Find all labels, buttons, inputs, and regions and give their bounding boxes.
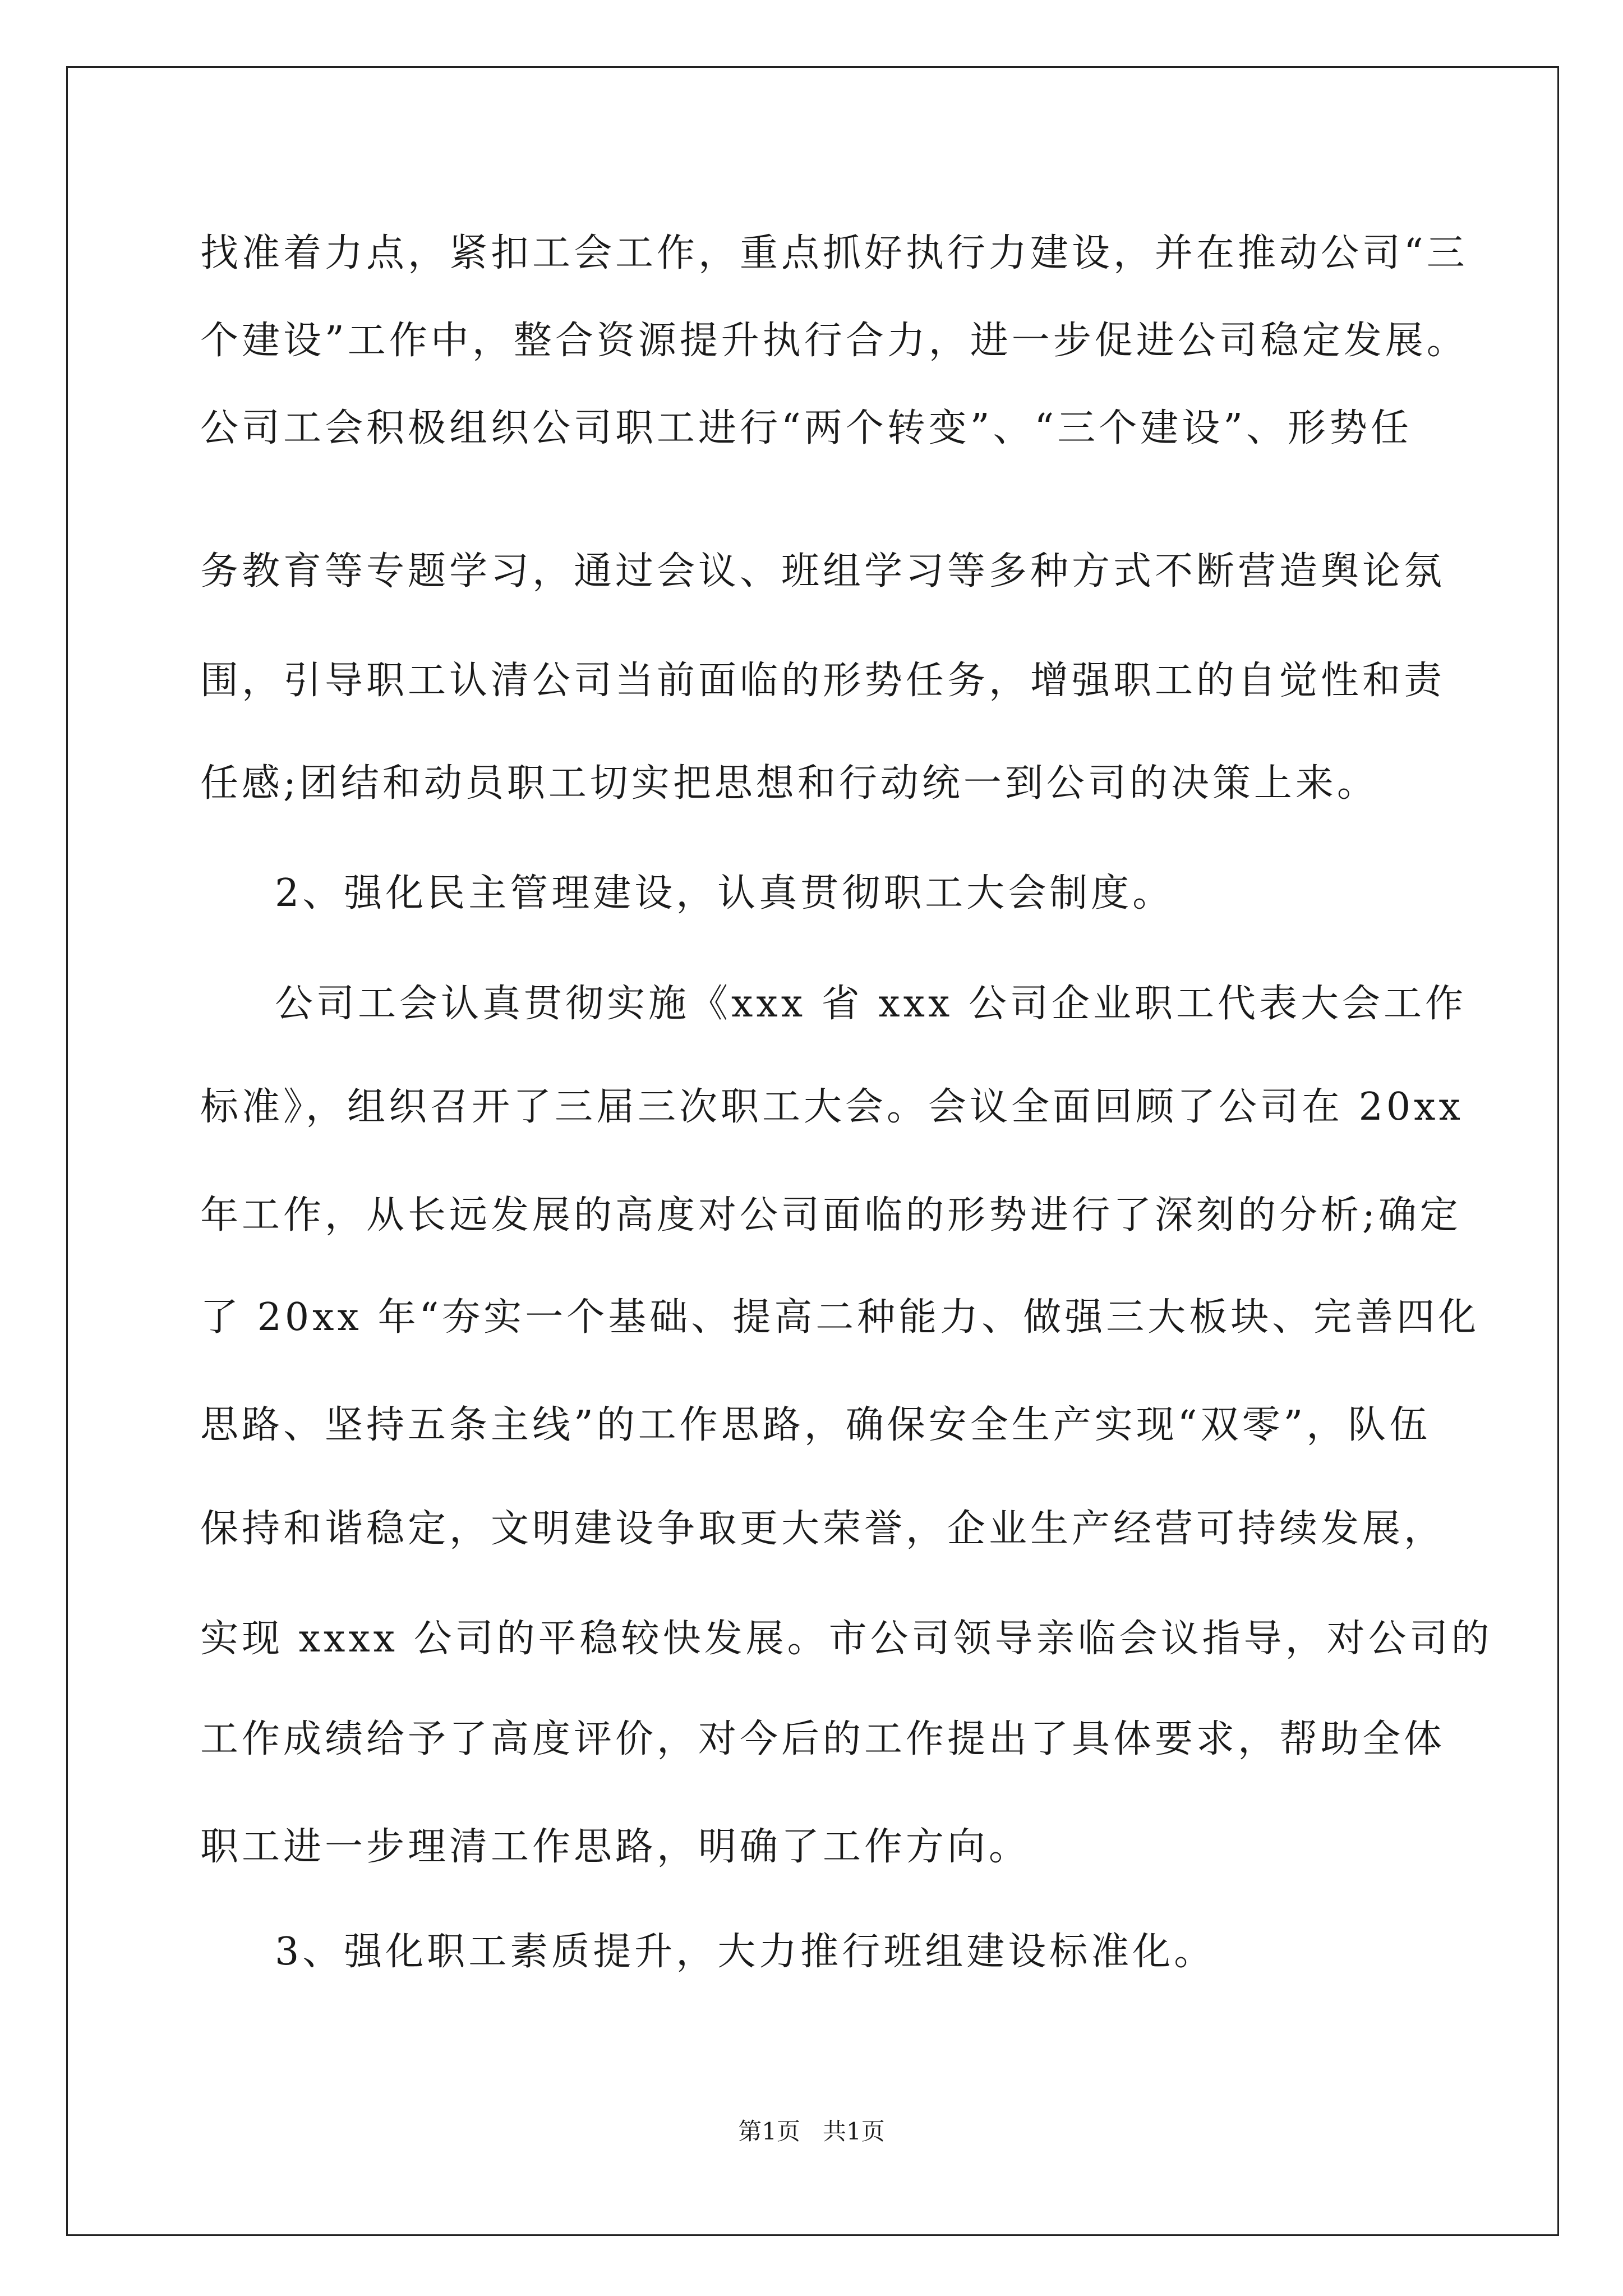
page-number-footer: 第1页 共1页: [738, 2118, 885, 2145]
body-text-line: 职工进一步理清工作思路，明确了工作方向。: [200, 1825, 1031, 1869]
body-text-line: 年工作，从长远发展的高度对公司面临的形势进行了深刻的分析;确定: [200, 1193, 1461, 1237]
body-text-line: 思路、坚持五条主线”的工作思路，确保安全生产实现“双零”，队伍: [200, 1403, 1431, 1447]
body-text-line: 工作成绩给予了高度评价，对今后的工作提出了具体要求，帮助全体: [200, 1717, 1446, 1761]
body-text-line: 围，引导职工认清公司当前面临的形势任务，增强职工的自觉性和责: [200, 659, 1446, 703]
body-text-line: 公司工会认真贯彻实施《xxx 省 xxx 公司企业职工代表大会工作: [275, 982, 1467, 1026]
body-text-line: 务教育等专题学习，通过会议、班组学习等多种方式不断营造舆论氛: [200, 549, 1446, 593]
body-text-line: 实现 xxxx 公司的平稳较快发展。市公司领导亲临会议指导，对公司的: [200, 1617, 1493, 1661]
section-heading: 2、强化民主管理建设，认真贯彻职工大会制度。: [275, 871, 1174, 915]
body-text-line: 找准着力点，紧扣工会工作，重点抓好执行力建设，并在推动公司“三: [200, 231, 1468, 275]
body-text-line: 保持和谐稳定，文明建设争取更大荣誉，企业生产经营可持续发展，: [200, 1507, 1446, 1551]
body-text-line: 公司工会积极组织公司职工进行“两个转变”、“三个建设”、形势任: [200, 406, 1413, 450]
body-text-line: 了 20xx 年“夯实一个基础、提高二种能力、做强三大板块、完善四化: [200, 1295, 1480, 1340]
page-border: [66, 66, 1559, 2236]
body-text-line: 标准》，组织召开了三届三次职工大会。会议全面回顾了公司在 20xx: [200, 1085, 1464, 1129]
body-text-line: 个建设”工作中，整合资源提升执行合力，进一步促进公司稳定发展。: [200, 319, 1468, 363]
body-text-line: 任感;团结和动员职工切实把思想和行动统一到公司的决策上来。: [200, 761, 1378, 806]
section-heading: 3、强化职工素质提升，大力推行班组建设标准化。: [275, 1930, 1216, 1974]
